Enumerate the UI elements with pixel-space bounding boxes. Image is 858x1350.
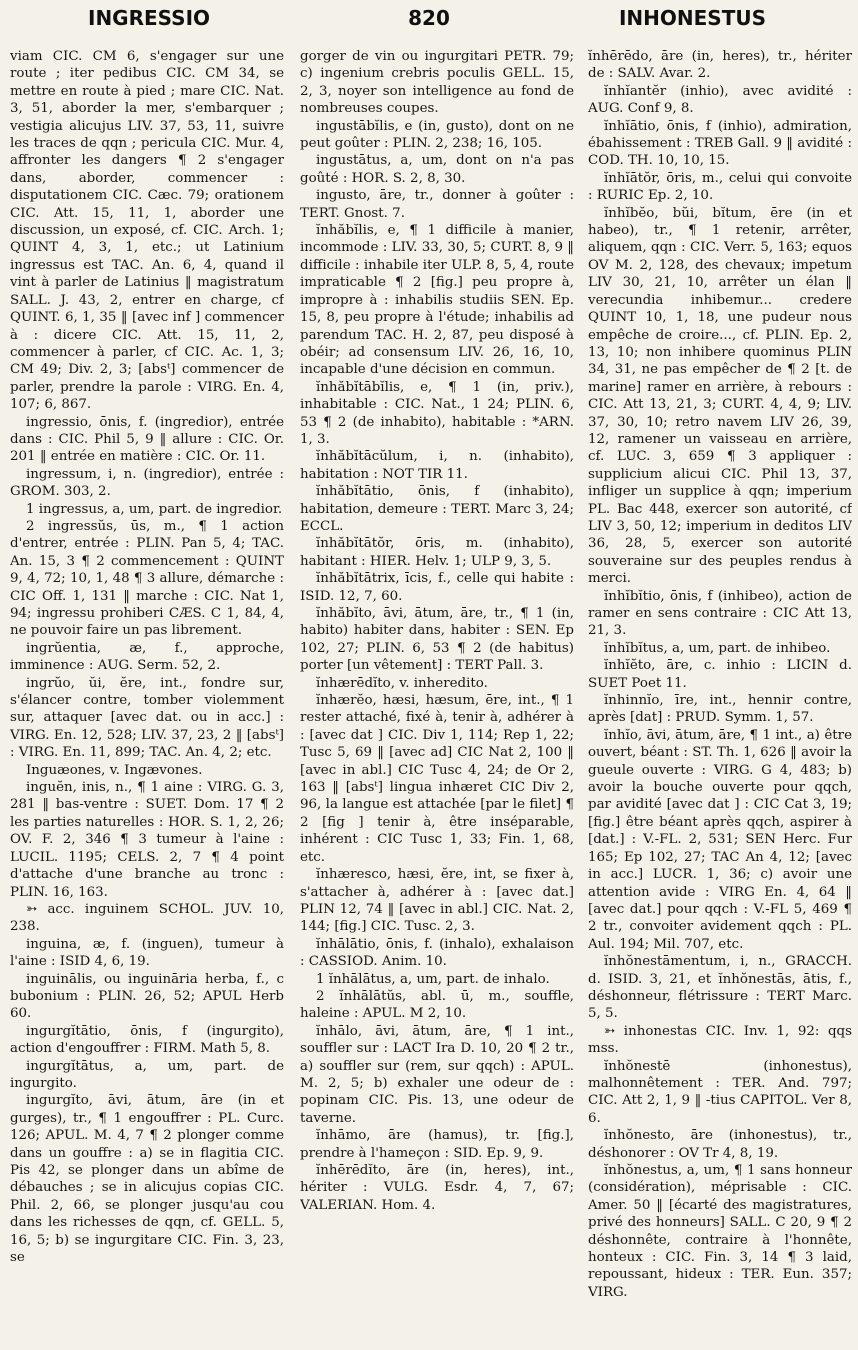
dictionary-entry: ĭnhăbĭtātio, ōnis, f (inhabito), habitation, demeure : TERT. Marc 3, 24; ECCL. bbox=[300, 484, 574, 534]
dictionary-entry: ➳ inhonestas CIC. Inv. 1, 92: qqs mss. bbox=[588, 1023, 852, 1057]
dictionary-entry: inguinālis, ou inguināria herba, f., c bubonium : PLIN. 26, 52; APUL Herb 60. bbox=[10, 971, 284, 1022]
dictionary-entry: 2 ingressŭs, ūs, m., ¶ 1 action d'entrer, entrée : PLIN. Pan 5, 4; TAC. An. 15, 3 ¶ 2 commencement : QUINT 9, 4, 72; 10, 1, 48 ¶ 3 allure, démarche : CIC Off. 1, 131 ‖ marche : CIC. Nat 1, 94; ingressu prohiberi CÆS. C 1, 84, 4, ne pouvoir faire un pas librement. bbox=[10, 518, 284, 639]
dictionary-entry: ingressio, ōnis, f. (ingredior), entrée dans : CIC. Phil 5, 9 ‖ allure : CIC. Or. 201 ‖ entrée en matière : CIC. Or. 11. bbox=[10, 414, 284, 465]
dictionary-entry: ĭnhæresco, hæsi, ĕre, int, se fixer à, s'attacher à, adhérer à : [avec dat.] PLIN 12, 74 ‖ [avec in abl.] CIC. Nat. 2, 144; [fig.] CIC. Tusc. 2, 3. bbox=[300, 867, 574, 935]
dictionary-entry: ĭnhērēdĭto, āre (in, heres), int., hériter : VULG. Esdr. 4, 7, 67; VALERIAN. Hom. 4. bbox=[300, 1163, 574, 1213]
dictionary-entry: ĭnhăbĭtābĭlis, e, ¶ 1 (in, priv.), inhabitable : CIC. Nat., 1 24; PLIN. 6, 53 ¶ 2 (de inhabito), habitable : *ARN. 1, 3. bbox=[300, 379, 574, 447]
dictionary-entry: gorger de vin ou ingurgitari PETR. 79; c) ingenium crebris poculis GELL. 15, 2, 3, noyer son intelligence au fond de nombreuses coupes. bbox=[300, 49, 574, 117]
dictionary-entry: ingustātus, a, um, dont on n'a pas goûté : HOR. S. 2, 8, 30. bbox=[300, 153, 574, 186]
dictionary-entry: ingrŭo, ŭi, ĕre, int., fondre sur, s'élancer contre, tomber violemment sur, attaquer [avec dat. ou in acc.] : VIRG. En. 12, 528; LIV. 37, 23, 2 ‖ [absᵗ] : VIRG. En. 11, 899; TAC. An. 4, 2; etc. bbox=[10, 675, 284, 761]
dictionary-entry: ĭnhĭātŏr, ōris, m., celui qui convoite : RURIC Ep. 2, 10. bbox=[588, 170, 852, 204]
dictionary-entry: ingurgĭtātus, a, um, part. de ingurgito. bbox=[10, 1058, 284, 1091]
dictionary-entry: ingrŭentia, æ, f., approche, imminence : AUG. Serm. 52, 2. bbox=[10, 640, 284, 674]
dictionary-entry: ĭnhærēdĭto, v. inheredito. bbox=[316, 675, 488, 691]
column-1 bbox=[10, 48, 284, 1344]
dictionary-entry: ĭnhăbĭtātrix, īcis, f., celle qui habite : ISID. 12, 7, 60. bbox=[300, 571, 574, 604]
header-right-guide-word: INHONESTUS bbox=[618, 6, 766, 30]
dictionary-entry: ĭnhĭbĭtus, a, um, part. de inhibeo. bbox=[604, 640, 831, 656]
dictionary-entry: inguĕn, inis, n., ¶ 1 aine : VIRG. G. 3, 281 ‖ bas-ventre : SUET. Dom. 17 ¶ 2 les parties naturelles : HOR. S. 1, 2, 26; OV. F. 2, 346 ¶ 3 tumeur à l'aine : LUCIL. 1195; CELS. 2, 7 ¶ 4 point d'attache d'une branche au tronc : PLIN. 16, 163. bbox=[10, 780, 284, 900]
dictionary-entry: ĭnhăbĭtātŏr, ōris, m. (inhabito), habitant : HIER. Helv. 1; ULP 9, 3, 5. bbox=[300, 536, 574, 569]
dictionary-entry: ĭnhăbĭto, āvi, ātum, āre, tr., ¶ 1 (in, habito) habiter dans, habiter : SEN. Ep 102, 27; PLIN. 6, 53 ¶ 2 (de habitus) porter [un vêtement] : TERT Pall. 3. bbox=[300, 606, 574, 674]
dictionary-entry: ingusto, āre, tr., donner à goûter : TERT. Gnost. 7. bbox=[300, 188, 574, 221]
dictionary-entry: ĭnhĭbĕo, bŭi, bĭtum, ēre (in et habeo), tr., ¶ 1 retenir, arrêter, aliquem, qqn : CIC. Verr. 5, 163; equos OV M. 2, 128, des chevaux; impetum LIV 30, 21, 10, arrêter un élan ‖ verecundia inhibemur... credere QUINT 10, 1, 18, une pudeur nous empêche de croire..., cf. PLIN. Ep. 2, 13, 10; non inhibere quominus PLIN 34, 31, ne pas empêcher de ¶ 2 [t. de marine] ramer en arrière, à rebours : CIC. Att 13, 21, 3; CURT. 4, 4, 9; LIV. 37, 30, 10; retro navem LIV 26, 39, 12, ramener un vaisseau en arrière, cf. LUC. 3, 659 ¶ 3 appliquer : supplicium alicui CIC. Phil 13, 37, infliger un supplice à qqn; imperium PL. Bac 448, exercer son autorité, cf LIV 3, 50, 12; imperium in deditos LIV 36, 28, 5, exercer son autorité souveraine sur des peuples rendus à merci. bbox=[588, 205, 852, 587]
dictionary-entry: Inguæones, v. Ingævones. bbox=[26, 762, 203, 778]
running-header bbox=[0, 6, 858, 34]
page-number: 820 bbox=[408, 6, 450, 30]
dictionary-entry: ĭnhērēdo, āre (in, heres), tr., hériter de : SALV. Avar. 2. bbox=[588, 49, 852, 82]
column-3 bbox=[588, 48, 852, 1344]
dictionary-entry: ĭnhĭbĭtio, ōnis, f (inhibeo), action de ramer en sens contraire : CIC Att 13, 21, 3. bbox=[588, 588, 852, 639]
dictionary-entry: ĭnhĭantĕr (inhio), avec avidité : AUG. Conf 9, 8. bbox=[588, 83, 852, 117]
dictionary-entry: 1 ingressus, a, um, part. de ingredior. bbox=[26, 501, 283, 517]
dictionary-entry: viam CIC. CM 6, s'engager sur une route ; iter pedibus CIC. CM 34, se mettre en route à pied ; mare CIC. Nat. 3, 51, aborder la mer, s'embarquer ; vestigia alicujus LIV. 37, 53, 11, suivre les traces de qqn ; pericula CIC. Mur. 4, affronter les dangers ¶ 2 s'engager dans, aborder, commencer : disputationem CIC. Cæc. 79; orationem CIC. Att. 15, 11, 1, aborder une discussion, un exposé, cf. CIC. Arch. 1; QUINT 4, 3, 1, etc.; ut Latinium ingressus est TAC. An. 6, 4, quand il vint à parler de Latinius ‖ magistratum SALL. J. 43, 2, entrer en charge, cf QUINT. 6, 1, 35 ‖ [avec inf ] commencer à : dicere CIC. Att. 15, 11, 2, commencer à parler, cf CIC. Ac. 1, 3; CM 49; Div. 2, 3; [absᵗ] commencer de parler, prendre la parole : VIRG. En. 4, 107; 6, 867. bbox=[10, 49, 284, 413]
dictionary-entry: ingurgĭto, āvi, ātum, āre (in et gurges), tr., ¶ 1 engouffrer : PL. Curc. 126; APUL. M. 4, 7 ¶ 2 plonger comme dans un gouffre : a) se in flagitia CIC. Pis 42, se plonger dans un abîme de débauches ; se in alicujus copias CIC. Phil. 2, 66, se plonger jusqu'au cou dans les richesses de qqn, cf. GELL. 5, 16, 5; b) se ingurgitare CIC. Fin. 3, 23, se bbox=[10, 1093, 284, 1266]
dictionary-entry: 1 ĭnhālātus, a, um, part. de inhalo. bbox=[316, 971, 550, 987]
dictionary-entry: ĭnhŏnestē (inhonestus), malhonnêtement : TER. And. 797; CIC. Att 2, 1, 9 ‖ -tius CAPITOL. Ver 8, 6. bbox=[588, 1058, 852, 1126]
dictionary-entry: ĭnhŏnesto, āre (inhonestus), tr., déshonorer : OV Tr 4, 8, 19. bbox=[588, 1128, 852, 1161]
dictionary-entry: ĭnhăbĭlis, e, ¶ 1 difficile à manier, incommode : LIV. 33, 30, 5; CURT. 8, 9 ‖ difficile : inhabile iter ULP. 8, 5, 4, route impraticable ¶ 2 [fig.] peu propre à, impropre à : inhabilis studiis SEN. Ep. 15, 8, peu propre à l'étude; inhabilis ad parendum TAC. H. 2, 87, peu disposé à obéir; ad consensum LIV. 26, 16, 10, incapable d'une décision en commun. bbox=[300, 223, 574, 378]
dictionary-entry: ingressum, i, n. (ingredior), entrée : GROM. 303, 2. bbox=[10, 466, 284, 500]
dictionary-entry: ĭnhinnĭo, īre, int., hennir contre, après [dat] : PRUD. Symm. 1, 57. bbox=[588, 693, 852, 726]
column-2 bbox=[300, 48, 574, 1344]
dictionary-entry: inguina, æ, f. (inguen), tumeur à l'aine : ISID 4, 6, 19. bbox=[10, 936, 284, 970]
dictionary-entry: ĭnhālātio, ōnis, f. (inhalo), exhalaison : CASSIOD. Anim. 10. bbox=[300, 936, 574, 970]
dictionary-entry: ĭnhĭĕto, āre, c. inhio : LICIN d. SUET Poet 11. bbox=[588, 658, 852, 691]
dictionary-entry: ĭnhĭātio, ōnis, f (inhio), admiration, ébahissement : TREB Gall. 9 ‖ avidité : COD. TH. 10, 10, 15. bbox=[588, 118, 852, 169]
dictionary-entry: ĭnhăbĭtācŭlum, i, n. (inhabito), habitation : NOT TIR 11. bbox=[300, 449, 574, 482]
dictionary-entry: ĭnhŏnestāmentum, i, n., GRACCH. d. ISID. 3, 21, et ĭnhŏnestās, ātis, f., déshonneur, flétrissure : TERT Marc. 5, 5. bbox=[588, 954, 852, 1022]
dictionary-entry: ingustābĭlis, e (in, gusto), dont on ne peut goûter : PLIN. 2, 238; 16, 105. bbox=[300, 118, 574, 152]
dictionary-entry: ĭnhāmo, āre (hamus), tr. [fig.], prendre à l'hameçon : SID. Ep. 9, 9. bbox=[300, 1128, 574, 1161]
dictionary-entry: 2 ĭnhālātŭs, abl. ū, m., souffle, haleine : APUL. M 2, 10. bbox=[300, 988, 574, 1022]
dictionary-entry: ĭnhærĕo, hæsi, hæsum, ēre, int., ¶ 1 rester attaché, fixé à, tenir à, adhérer à : [avec dat ] CIC. Div 1, 114; Rep 1, 22; Tusc 5, 69 ‖ [avec ad] CIC Nat 2, 100 ‖ [avec in abl.] CIC Tusc 4, 24; de Or 2, 163 ‖ [absᵗ] lingua inhæret CIC Div 2, 96, la langue est attachée [par le filet] ¶ 2 [fig ] tenir à, être inséparable, inhérent : CIC Tusc 1, 33; Fin. 1, 68, etc. bbox=[300, 693, 574, 865]
dictionary-entry: ➳ acc. inguinem SCHOL. JUV. 10, 238. bbox=[10, 901, 284, 935]
header-left-guide-word: INGRESSIO bbox=[88, 6, 211, 30]
dictionary-entry: ĭnhālo, āvi, ātum, āre, ¶ 1 int., souffler sur : LACT Ira D. 10, 20 ¶ 2 tr., a) souffler sur (rem, sur qqch) : APUL. M. 2, 5; b) exhaler une odeur de : popinam CIC. Pis. 13, une odeur de taverne. bbox=[300, 1023, 574, 1126]
dictionary-entry: ĭnhĭo, āvi, ātum, āre, ¶ 1 int., a) être ouvert, béant : ST. Th. 1, 626 ‖ avoir la gueule ouverte : VIRG. G 4, 483; b) avoir la bouche ouverte pour qqch, par avidité [avec dat ] : CIC Cat 3, 19; [fig.] être béant après qqch, aspirer à [dat.] : V.-FL. 2, 531; SEN Herc. Fur 165; Ep 102, 27; TAC An 4, 12; [avec in acc.] LUCR. 1, 36; c) avoir une attention avide : VIRG En. 4, 64 ‖ [avec dat.] pour qqch : V.-FL 5, 469 ¶ 2 tr., convoiter avidement qqch : PL. Aul. 194; Mil. 707, etc. bbox=[588, 727, 852, 952]
dictionary-entry: ingurgĭtātio, ōnis, f (ingurgito), action d'engouffrer : FIRM. Math 5, 8. bbox=[10, 1023, 284, 1057]
text-columns bbox=[10, 48, 852, 1344]
dictionary-entry: ĭnhŏnestus, a, um, ¶ 1 sans honneur (considération), méprisable : CIC. Amer. 50 ‖ [écarté des magistratures, privé des honneurs] SALL. C 20, 9 ¶ 2 déshonnête, contraire à l'honnête, honteux : CIC. Fin. 3, 14 ¶ 3 laid, repoussant, hideux : TER. Eun. 357; VIRG. bbox=[588, 1163, 852, 1300]
